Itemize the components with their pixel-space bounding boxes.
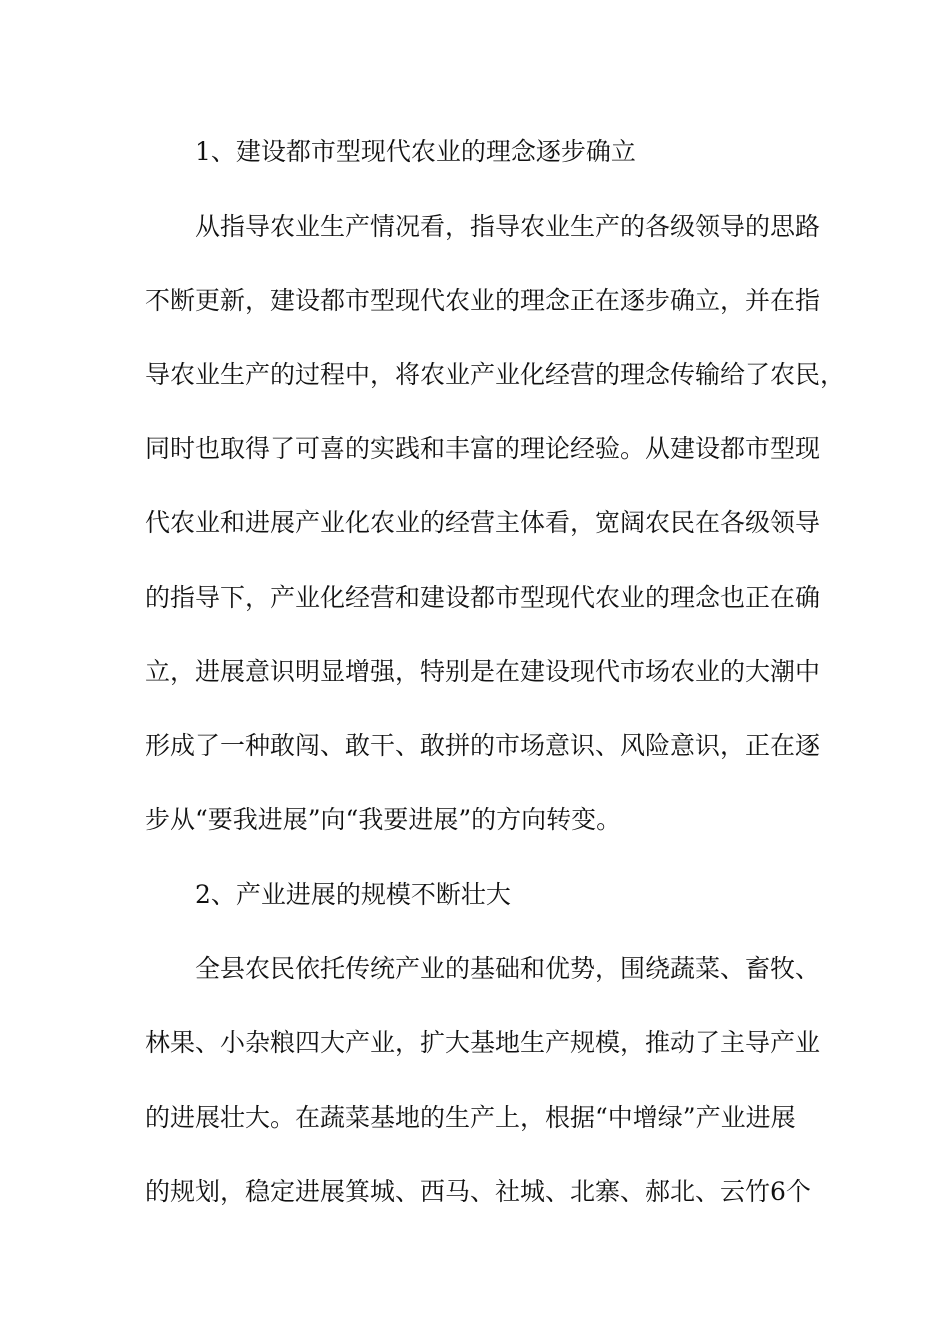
section-heading-1: 1、建设都市型现代农业的理念逐步确立 bbox=[195, 137, 636, 166]
paragraph-line: 形成了一种敢闯、敢干、敢拼的市场意识、风险意识，正在逐 bbox=[145, 731, 821, 760]
paragraph-line: 代农业和进展产业化农业的经营主体看，宽阔农民在各级领导 bbox=[145, 508, 821, 537]
paragraph-line: 导农业生产的过程中，将农业产业化经营的理念传输给了农民， bbox=[145, 360, 846, 389]
section-heading-2: 2、产业进展的规模不断壮大 bbox=[195, 880, 511, 909]
paragraph-line: 从指导农业生产情况看，指导农业生产的各级领导的思路 bbox=[195, 212, 821, 241]
paragraph-line: 的进展壮大。在蔬菜基地的生产上，根据“中增绿”产业进展 bbox=[145, 1103, 796, 1132]
paragraph-line: 全县农民依托传统产业的基础和优势，围绕蔬菜、畜牧、 bbox=[195, 954, 821, 983]
paragraph-line: 同时也取得了可喜的实践和丰富的理论经验。从建设都市型现 bbox=[145, 434, 821, 463]
paragraph-line: 林果、小杂粮四大产业，扩大基地生产规模，推动了主导产业 bbox=[145, 1028, 821, 1057]
paragraph-line: 的规划，稳定进展箕城、西马、社城、北寨、郝北、云竹6个 bbox=[145, 1177, 811, 1206]
paragraph-line: 步从“要我进展”向“我要进展”的方向转变。 bbox=[145, 805, 622, 834]
paragraph-line: 立，进展意识明显增强，特别是在建设现代市场农业的大潮中 bbox=[145, 657, 821, 686]
paragraph-line: 不断更新，建设都市型现代农业的理念正在逐步确立，并在指 bbox=[145, 286, 821, 315]
paragraph-line: 的指导下，产业化经营和建设都市型现代农业的理念也正在确 bbox=[145, 583, 821, 612]
